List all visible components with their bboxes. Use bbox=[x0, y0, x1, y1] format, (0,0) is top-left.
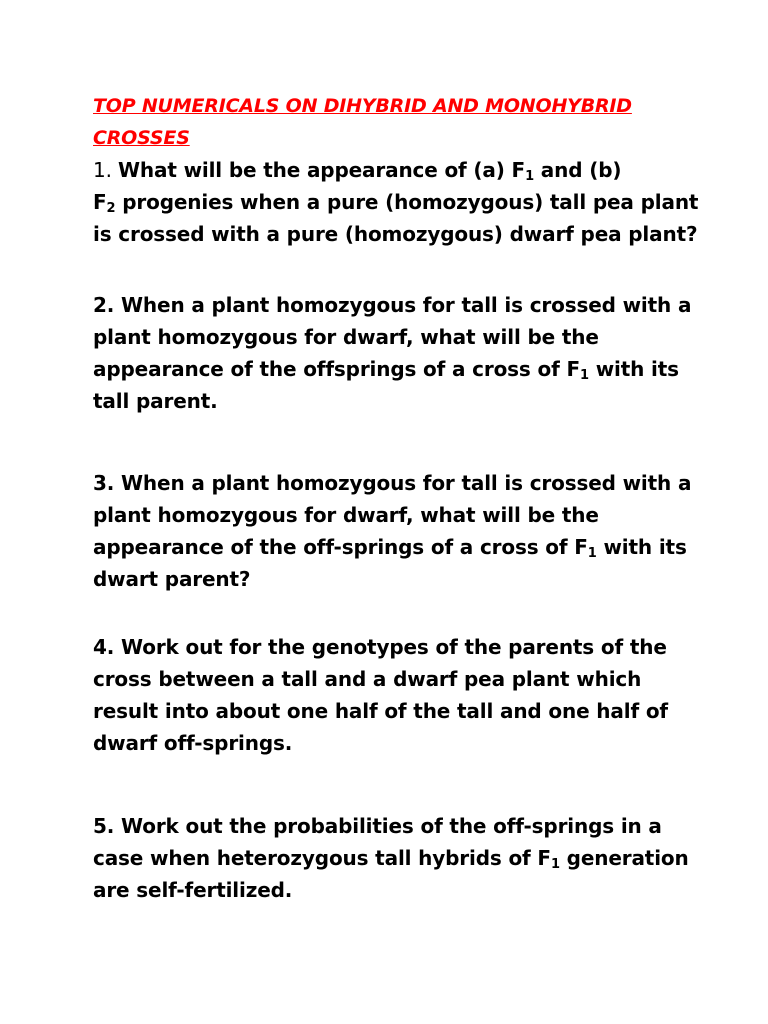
question-4 bbox=[93, 631, 753, 759]
question-1-line-1: 1. What will be the appearance of (a) $F_1$ and (b) bbox=[93, 158, 622, 184]
question-3-line-1: 3. When a plant homozygous for tall is crossed with a bbox=[93, 471, 692, 495]
question-3-line-4: dwart parent? bbox=[93, 567, 251, 591]
document-title bbox=[93, 90, 753, 154]
question-2-line-4: tall parent. bbox=[93, 389, 218, 413]
question-5-line-3: are self-fertilized. bbox=[93, 878, 293, 902]
question-3 bbox=[93, 467, 753, 595]
question-4-line-3: result into about one half of the tall and one half of bbox=[93, 699, 668, 723]
question-4-line-2: cross between a tall and a dwarf pea plant which bbox=[93, 667, 642, 691]
title-line-1: TOP NUMERICALS ON DIHYBRID AND MONOHYBRID bbox=[93, 95, 632, 117]
question-3-line-2: plant homozygous for dwarf, what will be the bbox=[93, 503, 599, 527]
question-1 bbox=[93, 154, 753, 250]
question-5 bbox=[93, 810, 753, 906]
title-line-2: CROSSES bbox=[93, 127, 190, 149]
question-2-line-1: 2. When a plant homozygous for tall is crossed with a bbox=[93, 293, 692, 317]
question-1-number: 1. bbox=[93, 158, 118, 182]
question-2-line-2: plant homozygous for dwarf, what will be the bbox=[93, 325, 599, 349]
document-page bbox=[93, 90, 753, 906]
question-3-line-3: appearance of the off-springs of a cross of $F_1$ with its bbox=[93, 535, 687, 561]
question-2-line-3: appearance of the offsprings of a cross of $F_1$ with its bbox=[93, 357, 679, 383]
question-1-line-3: is crossed with a pure (homozygous) dwarf pea plant? bbox=[93, 222, 698, 246]
question-2 bbox=[93, 289, 753, 417]
question-5-line-1: 5. Work out the probabilities of the off-springs in a bbox=[93, 814, 662, 838]
question-5-line-2: case when heterozygous tall hybrids of $F_1$ generation bbox=[93, 846, 689, 872]
question-4-line-4: dwarf off-springs. bbox=[93, 731, 293, 755]
question-4-line-1: 4. Work out for the genotypes of the parents of the bbox=[93, 635, 667, 659]
question-1-line-2: $F_2$ progenies when a pure (homozygous) tall pea plant bbox=[93, 190, 699, 216]
